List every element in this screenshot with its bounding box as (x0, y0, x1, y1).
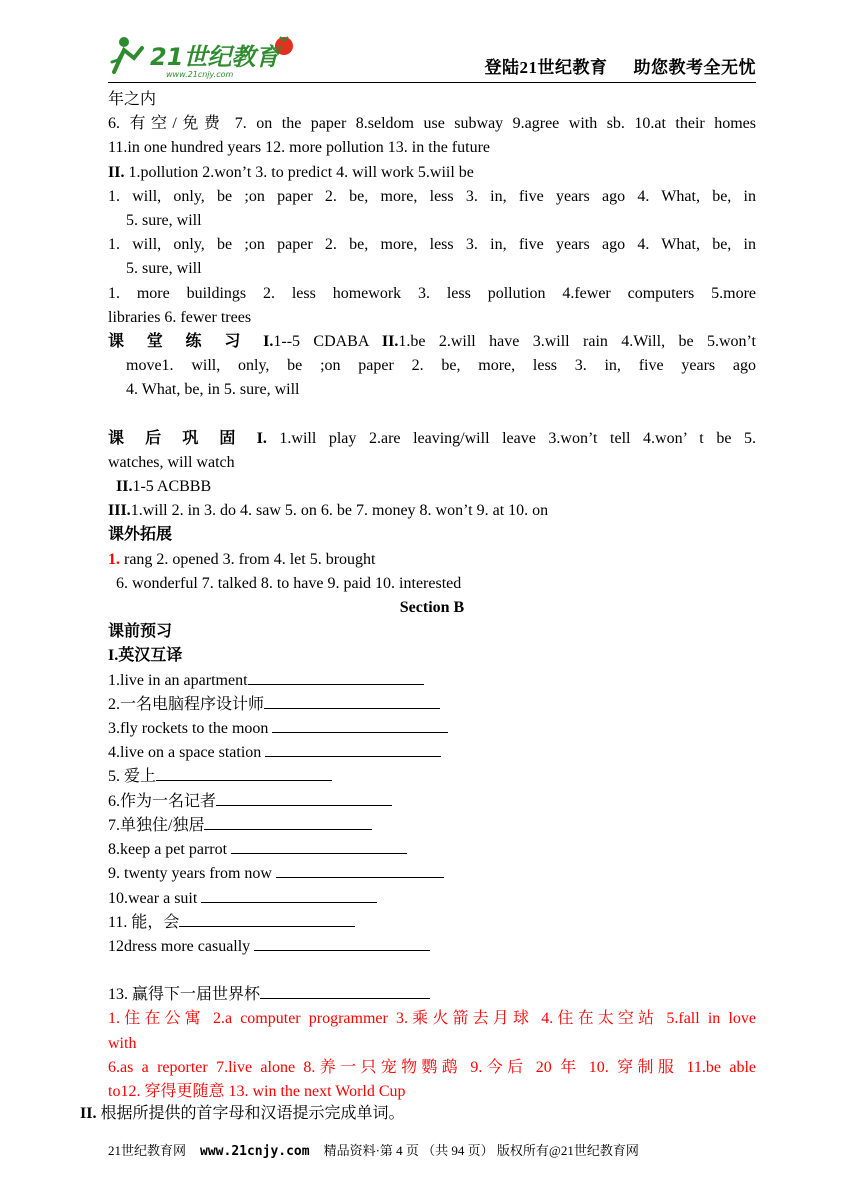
answer-blank[interactable] (248, 669, 424, 685)
answer-blank[interactable] (201, 887, 377, 903)
logo (108, 32, 308, 80)
answer-blank[interactable] (179, 911, 355, 927)
answer-blank[interactable] (276, 862, 444, 878)
logo-text: 21世纪教育 (150, 43, 280, 71)
exercise-item: 9. twenty years from now (108, 862, 756, 886)
text-line: 11.in one hundred years 12. more pollution 13. in the future (108, 139, 490, 157)
text-line: 5. sure, will (126, 212, 202, 230)
footer-left: 21世纪教育网 (108, 1143, 187, 1158)
section-heading: 课 堂 练 习 (108, 333, 250, 351)
section-heading: 课前预习 (108, 623, 173, 641)
answer-blank[interactable] (260, 983, 430, 999)
header-slogan (485, 53, 757, 78)
exercise-item: 3.fly rockets to the moon (108, 717, 756, 741)
text-line: 1. more buildings 2. less homework 3. less pollution 4.fewer computers 5.more (108, 284, 756, 302)
section-title: Section B (399, 599, 465, 617)
answer-blank[interactable] (265, 741, 441, 757)
text-line: 5. sure, will (126, 260, 202, 278)
answer-line: with (108, 1034, 137, 1052)
text-line: III.1.will 2. in 3. do 4. saw 5. on 6. be 7. money 8. won’t 9. at 10. on (108, 502, 549, 520)
answer-blank[interactable] (216, 790, 392, 806)
slogan-right: 助您教考全无忧 (633, 58, 756, 77)
page-header (108, 30, 756, 83)
logo-url: www.21cnjy.com (166, 70, 234, 79)
page-footer (108, 1140, 639, 1159)
text-line: II. 1.pollution 2.won’t 3. to predict 4. will work 5.wiil be (108, 163, 474, 181)
text-line: 4. What, be, in 5. sure, will (126, 381, 300, 399)
answer-blank[interactable] (264, 693, 440, 709)
exercise-item: 5. 爱上 (108, 765, 756, 789)
slogan-left: 登陆21世纪教育 (484, 58, 608, 77)
answer-line: to12. 穿得更随意 13. win the next World Cup (108, 1082, 406, 1100)
section-heading: 课外拓展 (108, 526, 173, 544)
section-label: II. (108, 163, 125, 181)
exercise-item: 11. 能，会 (108, 911, 756, 935)
text-line: 1. will, only, be ;on paper 2. be, more, less 3. in, five years ago 4. What, be, in (108, 236, 756, 254)
answer-blank[interactable] (272, 717, 448, 733)
exercise-item: 12dress more casually (108, 935, 756, 959)
text-line: 6. 有空/免费 7. on the paper 8.seldom use subway 9.agree with sb. 10.at their homes (108, 115, 756, 133)
text-line: move1. will, only, be ;on paper 2. be, more, less 3. in, five years ago (126, 357, 756, 375)
text-line: 年之内 (108, 91, 157, 108)
exercise-item: 1.live in an apartment (108, 669, 756, 693)
answer-blank[interactable] (156, 765, 332, 781)
text-line: libraries 6. fewer trees (108, 308, 252, 326)
exercise-item: 13. 赢得下一届世界杯 (108, 983, 756, 1007)
footer-site: www.21cnjy.com (200, 1144, 310, 1159)
answer-line: 1.住在公寓 2.a computer programmer 3.乘火箭去月球 4.住在太空站 5.fall in love (108, 1010, 756, 1028)
answer-line: 6.as a reporter 7.live alone 8.养一只宠物鹦鹉 9.今后 20 年 10. 穿制服 11.be able (108, 1058, 756, 1076)
answer-blank[interactable] (254, 935, 430, 951)
text-line: 6. wonderful 7. talked 8. to have 9. paid 10. interested (116, 574, 462, 592)
answer-blank[interactable] (231, 838, 407, 854)
answer-blank[interactable] (204, 814, 372, 830)
exercise-item: 7.单独住/独居 (108, 814, 756, 838)
logo-figure-icon (119, 37, 129, 47)
exercise-heading: I.英汉互译 (108, 647, 183, 665)
exercise-item: 6.作为一名记者 (108, 790, 756, 814)
text-line: 课 后 巩 固 I. 1.will play 2.are leaving/will leave 3.won’t tell 4.won’ t be 5. (108, 429, 756, 447)
footer-right: 精品资料·第 4 页 （共 94 页） 版权所有@21世纪教育网 (323, 1143, 639, 1158)
exercise-item: 10.wear a suit (108, 887, 756, 911)
text-line: 课 堂 练 习 I.1--5 CDABA II.1.be 2.will have 3.will rain 4.Will, be 5.won’t (108, 333, 756, 351)
text-line: II.1-5 ACBBB (116, 478, 212, 496)
exercise-item: 2.一名电脑程序设计师 (108, 693, 756, 717)
text-line: 1. rang 2. opened 3. from 4. let 5. brought (108, 550, 376, 568)
exercise-heading: II. 根据所提供的首字母和汉语提示完成单词。 (80, 1105, 405, 1122)
text-line: 1. will, only, be ;on paper 2. be, more, less 3. in, five years ago 4. What, be, in (108, 187, 756, 205)
page-content (108, 88, 756, 1104)
text-line: watches, will watch (108, 453, 235, 471)
exercise-item: 4.live on a space station (108, 741, 756, 765)
exercise-item: 8.keep a pet parrot (108, 838, 756, 862)
section-heading: 课 后 巩 固 (108, 429, 245, 447)
